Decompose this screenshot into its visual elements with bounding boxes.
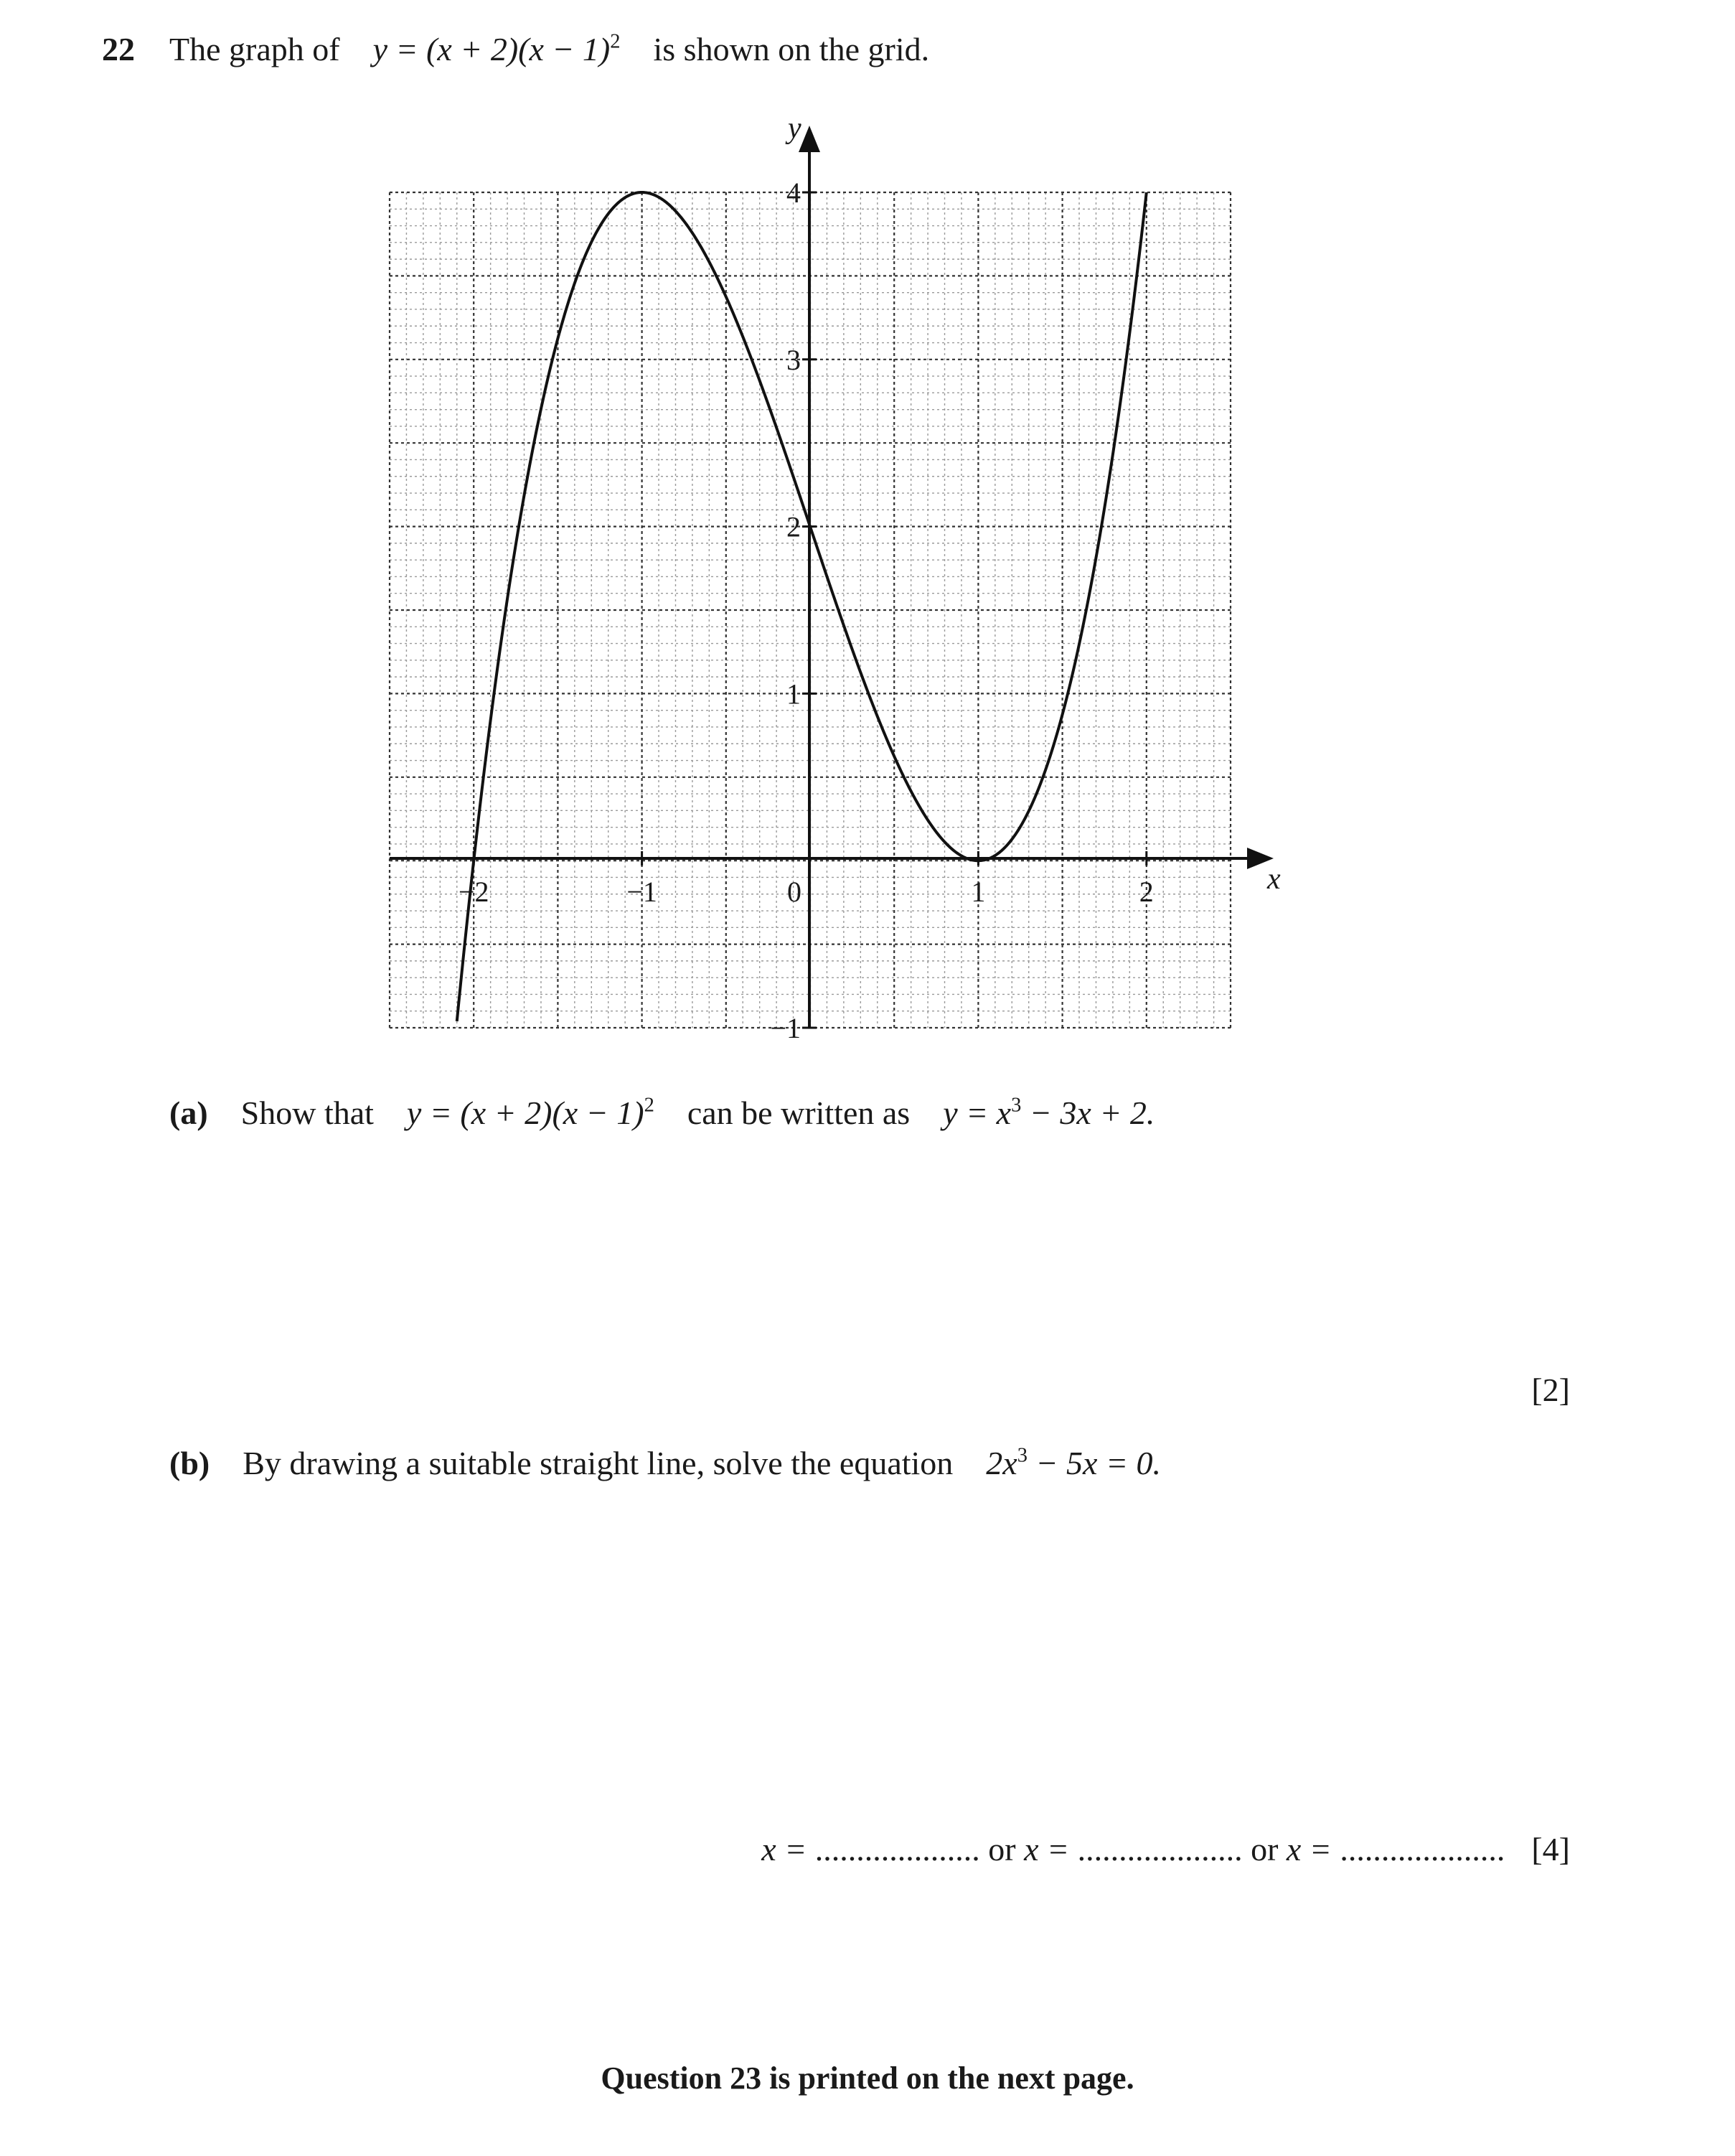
- x-tick-label: −1: [626, 876, 657, 908]
- y-tick-label: 2: [786, 510, 801, 543]
- y-tick-label: 3: [786, 343, 801, 376]
- intro-text-after: is shown on the grid.: [653, 31, 930, 67]
- intro-text-before: The graph of: [169, 31, 340, 67]
- x-tick-label: −2: [458, 876, 489, 908]
- part-b-eq: 2x: [986, 1445, 1017, 1481]
- part-b-answer-line: [761, 1830, 1570, 1868]
- part-a-marks: [2]: [1531, 1372, 1570, 1408]
- y-tick-label: 4: [786, 177, 801, 209]
- part-a-eq2-rest: − 3x + 2.: [1021, 1095, 1155, 1131]
- answer-prefix-1: x =: [761, 1831, 807, 1867]
- part-b-label: (b): [169, 1445, 210, 1481]
- part-a-eq1: y = (x + 2)(x − 1): [406, 1095, 644, 1131]
- y-axis-label: y: [788, 112, 801, 145]
- part-b-text: By drawing a suitable straight line, solve the equation: [243, 1445, 954, 1481]
- answer-blank-3[interactable]: ....................: [1340, 1831, 1505, 1867]
- answer-prefix-2: x =: [1024, 1831, 1070, 1867]
- part-a-text-mid: can be written as: [687, 1095, 911, 1131]
- y-axis-arrow: [799, 126, 820, 152]
- answer-or-1: or: [988, 1831, 1016, 1867]
- answer-blank-2[interactable]: ....................: [1077, 1831, 1243, 1867]
- x-tick-label: 2: [1139, 876, 1154, 908]
- x-tick-label: 1: [971, 876, 986, 908]
- question-number: 22: [102, 31, 135, 67]
- y-tick-label: 1: [786, 678, 801, 711]
- part-a-text-before: Show that: [240, 1095, 374, 1131]
- answer-or-2: or: [1251, 1831, 1279, 1867]
- part-b-eq-exponent: 3: [1017, 1444, 1028, 1467]
- footer-note: Question 23 is printed on the next page.: [601, 2061, 1134, 2096]
- part-a: [169, 1094, 1155, 1132]
- intro-exponent: 2: [610, 30, 621, 53]
- part-b: [169, 1444, 1161, 1482]
- y-tick-label: −1: [770, 1012, 801, 1044]
- x-tick-label: 0: [787, 876, 801, 908]
- cubic-curve: [457, 192, 1147, 1021]
- x-axis-label: x: [1267, 863, 1281, 896]
- answer-prefix-3: x =: [1286, 1831, 1332, 1867]
- part-a-label: (a): [169, 1095, 208, 1131]
- part-b-eq-rest: − 5x = 0.: [1027, 1445, 1161, 1481]
- part-a-eq1-exponent: 2: [644, 1094, 654, 1117]
- part-b-marks: [4]: [1531, 1831, 1570, 1867]
- part-a-eq2-exponent: 3: [1011, 1094, 1022, 1117]
- intro-equation: y = (x + 2)(x − 1): [372, 31, 611, 67]
- graph-grid: [0, 0, 1735, 1077]
- part-a-eq2: y = x: [943, 1095, 1012, 1131]
- answer-blank-1[interactable]: ....................: [814, 1831, 980, 1867]
